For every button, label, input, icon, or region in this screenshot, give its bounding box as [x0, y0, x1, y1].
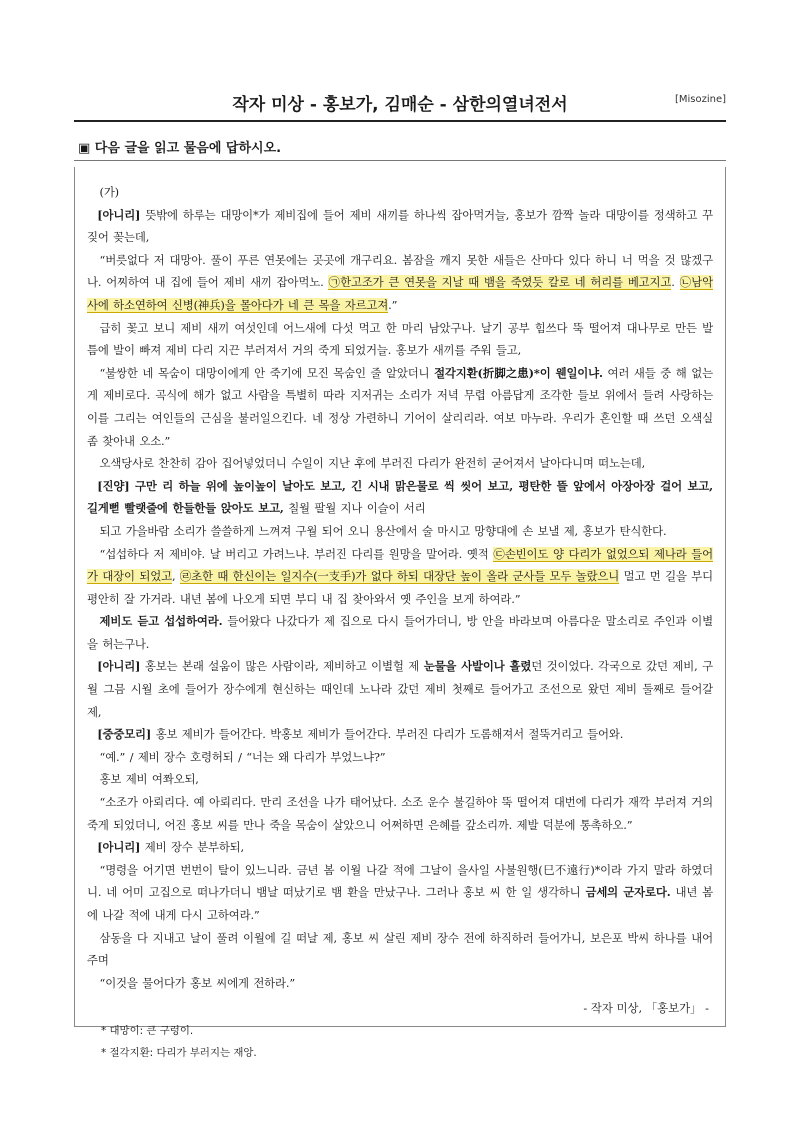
paragraph-9	[87, 610, 713, 655]
instruction-text: ▣ 다음 글을 읽고 물음에 답하시오.	[78, 141, 282, 156]
paragraph-text: 들어왔다 나갔다가 제 집으로 다시 들어가더니, 방 안을 바라보며 아름다운 말소리로 주인과 이별을 허는구나.	[87, 614, 714, 651]
paragraph-5: 오색당사로 찬찬히 감아 집어넣었더니 수일이 지난 후에 부러진 다리가 완전히 굳어져서 날아다니며 떠노는데,	[99, 456, 646, 471]
title-rule	[74, 120, 726, 122]
paragraph-8	[87, 543, 713, 611]
paragraph-6	[87, 475, 713, 520]
section-tag: [아니리]	[97, 840, 141, 855]
highlight-c: ㉢손빈이도 양 다리가 없었으되 제나라 들어가 대장이 되었고	[87, 546, 713, 584]
paragraph-4	[87, 362, 713, 452]
paragraph-1	[87, 204, 713, 249]
section-tag: [아니리]	[97, 207, 141, 222]
paragraph-text: 뜻밖에 하루는 대망이*가 제비집에 들어 제비 새끼를 하나씩 잡아먹거늘, 홍보가 깜짝 놀라 대망이를 정색하고 꾸짖어 꽂는데,	[87, 207, 713, 245]
passage-label: (가)	[99, 185, 119, 199]
bold-text: 금세의 군자로다.	[585, 885, 671, 900]
paragraph-7: 되고 가을바람 소리가 쓸쓸하게 느껴져 구월 되어 오니 용산에서 술 마시고 망향대에 손 보낼 제, 홍보가 탄식한다.	[99, 523, 667, 538]
section-tag: [중중모리]	[97, 727, 152, 742]
paragraph-13: 홍보 제비 여쫘오되,	[99, 772, 199, 787]
footnote: * 절각지환: 다리가 부러지는 재앙.	[101, 1047, 257, 1060]
paragraph-text: “섭섭하다 저 제비야. 날 버리고 가려느냐. 부러진 다리를 원망을 말어라. 옛적	[99, 546, 494, 561]
paragraph-11	[87, 723, 713, 746]
paragraph-text: “명령을 어기면 번번이 탈이 있느니라. 금년 봄 이월 나갈 적에 그날이 을사일 사불원행(巳不遠行)*이라 가지 말라 하였더니. 네 어미 고집으로 떠나가더니 뱀날 떠났기로 뱀 환을 만났구나. 그러나 홍보 씨 한 일 생각하니	[87, 862, 713, 900]
bold-text: 눈물을 사발이나 흘렸	[423, 659, 532, 674]
paragraph-text: 홍보 제비가 들어간다. 박홍보 제비가 들어간다. 부러진 다리가 도롬해져서 절뚝거리고 들어와.	[151, 727, 624, 742]
footnote: * 대망이: 큰 구렁이.	[101, 1025, 194, 1038]
paragraph-text: 홍보는 본래 설움이 많은 사람이라, 제비하고 이별헐 제	[140, 659, 424, 674]
bold-text: 제비도 듣고 섭섭하여라.	[99, 614, 223, 629]
section-tag: [진양]	[97, 478, 130, 493]
paragraph-18: “이것을 물어다가 홍보 씨에게 전하라.”	[99, 975, 296, 990]
source-citation: - 작자 미상, 「홍보가」 -	[583, 1001, 709, 1016]
section-tag: [아니리]	[97, 659, 141, 674]
paragraph-text: .”	[388, 297, 398, 312]
bold-text: 구만 리 하늘 위에 높이높이 날아도 보고, 긴 시내 맑은물로 씩 씻어 보고, 평탄한 뜰 앞에서 아장아장 걸어 보고, 길게뻗 빨랫줄에 한들한들 앉아도 보고,	[87, 478, 713, 516]
paragraph-text: 멀고 먼 길을 부디 평안히 잘 가거라. 내년 봄에 나오게 되면 부디 내 집 찾아와서 옛 주인을 보게 하여라.”	[87, 569, 714, 606]
brand-label: [Misozine]	[674, 94, 726, 105]
paragraph-10	[87, 655, 713, 723]
paragraph-14: “소조가 아뢰리다. 예 아뢰리다. 만리 조선을 나가 태어났다. 소조 운수 불길하야 뚝 떨어져 대번에 다리가 재깍 부러져 거의 죽게 되었더니, 어진 홍보 씨를 만나 죽을 목숨이 살았으니 어쩌하면 은혜를 갚소리까. 제발 덕분에 통촉하오.”	[87, 795, 713, 832]
paragraph-text: 여러 새들 중 해 없는 게 제비로다. 곡식에 해가 없고 사람을 특별히 따라 지저귀는 소리가 저녁 무렵 아름답게 조각한 들보 위에서 들려 사랑하는 이를 그리는 여인들의 근심을 불러일으킨다. 네 정상 가련하니 기어이 살리리라. 여보 마누라. 우리가 혼인할 때 쓰던 오색실 좀 찾아내 오소.”	[87, 365, 713, 448]
page-title: 작자 미상 - 홍보가, 김매순 - 삼한의열녀전서	[232, 95, 568, 115]
paragraph-3: 급히 꽃고 보니 제비 새끼 여섯인데 어느새에 다섯 먹고 한 마리 남았구나. 날기 공부 힘쓰다 뚝 떨어져 대나무로 만든 발 틈에 발이 빠져 제비 다리 지끈 부러져서 거의 죽게 되었거늘. 홍보가 새끼를 주워 들고,	[87, 320, 713, 358]
paragraph-text: 내년 봄에 나갈 적에 내게 다시 고하여라.”	[87, 885, 713, 922]
paragraph-text: 칠월 팔월 지나 이슬이 서리	[283, 501, 426, 516]
paragraph-12: “예.” / 제비 장수 호령허되 / “너는 왜 다리가 부었느냐?”	[99, 749, 386, 764]
bold-text: 절각지환(折脚之患)*이 웬일이냐.	[434, 365, 603, 380]
paragraph-text: “버릇없다 저 대망아. 풀이 푸른 연못에는 곳곳에 개구리요. 봄잠을 깨지 못한 새들은 산마다 있다 하니 너 먹을 것 많겠구나. 어찌하여 내 집에 들어 제비 새끼 잡아먹노.	[87, 252, 713, 290]
paragraph-text: “불쌍한 네 목숨이 대망이에게 안 죽기에 모진 목숨인 줄 알았더니	[99, 365, 435, 380]
paragraph-text: 제비 장수 분부하되,	[140, 840, 245, 855]
paragraph-text: 던 것이었다. 각국으로 갔던 제비, 구월 그믐 시월 초에 들어가 장수에게 현신하는 때인데 노나라 갔던 제비 첫째로 들어가고 조선으로 왔던 제비 둘째로 들어갈 제,	[87, 659, 714, 719]
highlight-b: ㉡남악사에 하소연하여 신병(神兵)을 몰아다가 네 큰 목을 자르고져	[87, 275, 713, 312]
paragraph-text: ,	[171, 569, 180, 584]
paragraph-16	[87, 859, 713, 927]
paragraph-text: .	[671, 275, 680, 290]
paragraph-15	[87, 836, 713, 859]
instruction-rule	[74, 160, 726, 161]
highlight-a: ㉠한고조가 큰 연못을 지날 때 뱀을 죽였듯 칼로 네 허리를 베고지고	[328, 275, 672, 290]
passage-box	[74, 167, 726, 1060]
highlight-d: ㉣초한 때 한신이는 일지수(一支手)가 없다 하되 대장단 높이 올라 군사들 모두 놀랐으니	[179, 569, 620, 584]
paragraph-2	[87, 249, 713, 317]
paragraph-17: 삼동을 다 지내고 날이 풀려 이월에 길 떠날 제, 홍보 씨 살린 제비 장수 전에 하직하러 들어가니, 보은포 박씨 하나를 내어 주며	[87, 930, 713, 968]
